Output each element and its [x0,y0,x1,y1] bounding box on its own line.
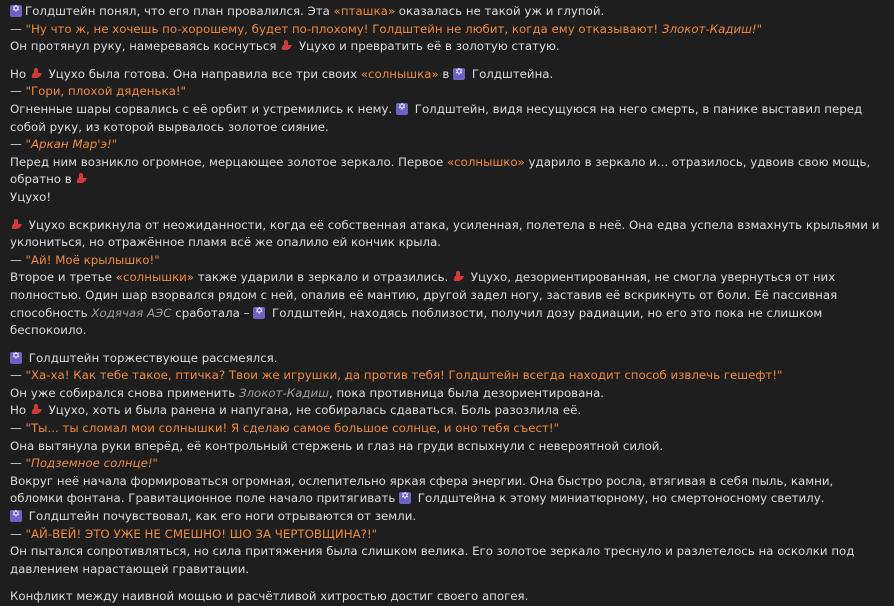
dialogue: "Ай! Моё крылышко!" [25,252,160,267]
text: Голдштейна. [468,66,554,81]
text: Он пытался сопротивляться, но сила притяжения была слишком велика. Его золотое зеркало треснуло и разлетелось на осколки под давлением нарастающей гравитации. [10,544,855,576]
paragraph [10,350,886,579]
red-bird-icon [452,271,464,283]
text: Перед ним возникло огромное, мерцающее золотое зеркало. Первое [10,154,447,169]
text: Уцухо, хоть и была ранена и напугана, не собиралась сдаваться. Боль разозлила её. [44,403,582,418]
dialogue: "Гори, плохой дяденька!" [25,84,186,99]
dash: — [10,368,26,383]
text: Он протянул руку, намереваясь коснуться [10,39,281,54]
text: Вокруг неё начала формироваться огромная, ослепительно яркая сфера энергии. Она быстро росла, втягивая в себя пыль, камни, обломки фонтана. Гравитационное поле начало притягивать [10,473,834,506]
text: Голдштейн, находясь поблизости, получил дозу радиации, но его это пока не слишком беспокоило. [10,305,823,338]
text: Голдштейна к этому миниатюрному, но смертоносному светилу. [414,491,825,506]
text: Но [10,403,30,418]
text: Голдштейн, видя несущуюся на него смерть, в панике выставил перед собой руку, из которой вырвалось золотое сияние. [10,101,863,134]
dash: — [10,21,26,36]
red-bird-icon [75,173,87,185]
star-of-david-icon [10,510,22,522]
text: Голдштейн торжествующе рассмеялся. [25,350,278,365]
paragraph [10,217,886,340]
text: Он уже собирался снова применить [10,385,239,400]
text: Уцухо и превратить её в золотую статую. [295,39,560,54]
paragraph [10,3,886,56]
dash: — [10,252,26,267]
text: Уцухо, дезориентированная, не смогла увернуться от них полностью. Один шар взорвался рядом с ней, опалив её мантию, другой задел ногу, заставив её вскрикнуть от боли. Её пассивная способность [10,270,838,320]
text: Но [10,66,30,81]
red-bird-icon [280,40,292,52]
text: Огненные шары сорвались с её орбит и устремились к нему. [10,101,397,116]
text: оказалась не такой уж и глупой. [395,4,605,18]
dash: — [10,421,26,436]
highlight: «солнышка» [360,66,439,81]
dash: — [10,84,26,99]
dialogue: "Ну что ж, не хочешь по-хорошему, будет по-плохому! Голдштейн не любит, когда ему отказывают! [25,21,662,36]
text: Уцухо была готова. Она направила все три своих [44,66,361,81]
text: Голдштейн почувствовал, как его ноги отрываются от земли. [25,509,417,524]
star-of-david-icon [396,103,408,115]
dialogue-italic: "Подземное солнце!" [25,456,158,471]
paragraph [10,588,886,606]
dialogue: "Ха-ха! Как тебе такое, птичка? Твои же игрушки, да против тебя! Голдштейн всегда находит способ извлечь гешефт!" [25,368,783,383]
dash: — [10,456,26,471]
text: сработала – [171,305,254,320]
dash: — [10,526,26,541]
ability-name: Ходячая АЭС [91,305,172,320]
text: Уцухо вскрикнула от неожиданности, когда её собственная атака, усиленная, полетела в неё. Она едва успела взмахнуть крыльями и уклониться, но отражённое пламя всё же опалило ей кончик крыла. [10,217,880,250]
paragraph [10,66,886,207]
dialogue-italic: Злокот-Кадиш!" [661,21,763,36]
highlight: «солнышко» [446,154,525,169]
text: в [438,66,454,81]
red-bird-icon [30,68,42,80]
dialogue: "АЙ-ВЕЙ! ЭТО УЖЕ НЕ СМЕШНО! ШО ЗА ЧЕРТОВЩИНА?!" [25,526,378,541]
dialogue: "Ты... ты сломал мои солнышки! Я сделаю самое большое солнце, и оно тебя съест!" [25,421,560,436]
ability-name: Злокот-Кадиш [238,385,329,400]
text: Она вытянула руки вперёд, её контрольный стержень и глаз на груди вспыхнули с невероятной силой. [10,438,664,453]
red-bird-icon [30,404,42,416]
star-of-david-icon [10,352,22,364]
text: Второе и третье [10,270,116,285]
text: ударило в зеркало и... отразилось, удвоив свою мощь, обратно в [10,154,871,187]
highlight: «солнышки» [115,270,195,285]
star-of-david-icon [253,307,265,319]
highlight: «пташка» [333,4,396,18]
red-bird-icon [10,219,22,231]
dash: — [10,137,26,152]
text: Голдштейн понял, что его план провалился. Эта [25,4,334,18]
star-of-david-icon [10,5,22,17]
text: также ударили в зеркало и отразились. [194,270,453,285]
text: , пока противница была дезориентирована. [328,385,605,400]
dialogue-italic: "Аркан Мар'э!" [25,137,118,152]
text: Конфликт между наивной мощью и расчётливой хитростью достиг своего апогея. [10,589,529,604]
star-of-david-icon [453,68,465,80]
text: Уцухо! [10,189,52,204]
star-of-david-icon [399,492,411,504]
